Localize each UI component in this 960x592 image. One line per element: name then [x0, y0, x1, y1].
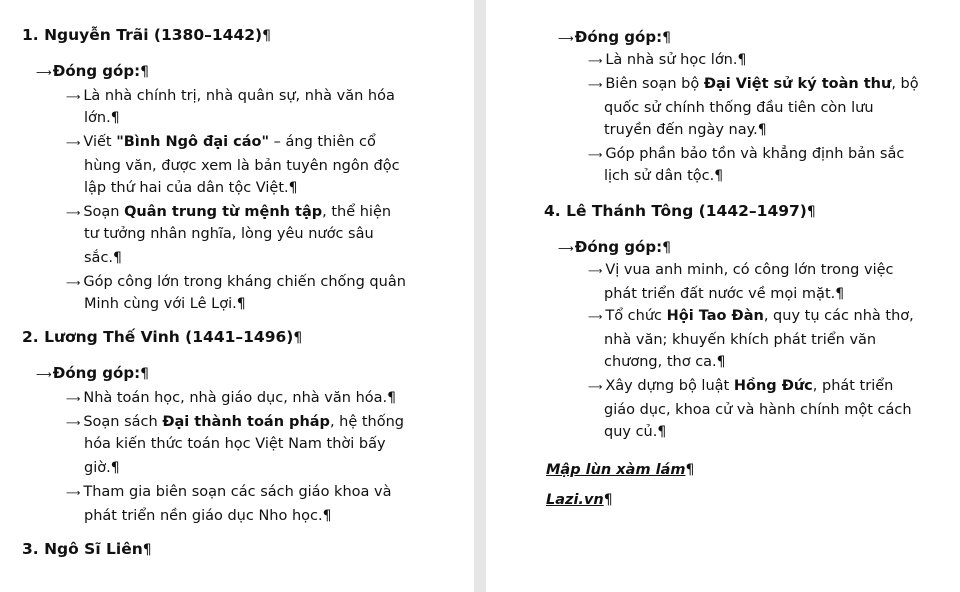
list-item-cont: lớn.¶	[84, 110, 120, 126]
list-item-cont: lịch sử dân tộc.¶	[604, 168, 724, 184]
document-page-right	[486, 0, 960, 592]
list-item: ⟶ Là nhà chính trị, nhà quân sự, nhà văn hóa	[66, 88, 395, 104]
list-item-cont: hùng văn, được xem là bản tuyên ngôn độc	[84, 158, 400, 174]
list-item-cont: giáo dục, khoa cử và hành chính một cách	[604, 402, 912, 418]
list-item: ⟶ Viết "Bình Ngô đại cáo" – áng thiên cổ	[66, 134, 376, 150]
list-item: ⟶ Vị vua anh minh, có công lớn trong việc	[588, 262, 894, 278]
list-item: ⟶ Góp phần bảo tồn và khẳng định bản sắc	[588, 146, 905, 162]
list-item: ⟶ Là nhà sử học lớn.¶	[588, 52, 747, 68]
list-item: ⟶ Tổ chức Hội Tao Đàn, quy tụ các nhà thơ,	[588, 308, 914, 324]
list-item-cont: sắc.¶	[84, 250, 122, 266]
list-item-cont: giờ.¶	[84, 460, 120, 476]
list-item: ⟶ Nhà toán học, nhà giáo dục, nhà văn hóa.¶	[66, 390, 397, 406]
list-item: ⟶ Biên soạn bộ Đại Việt sử ký toàn thư, bộ	[588, 76, 919, 92]
list-item-cont: nhà văn; khuyến khích phát triển văn	[604, 332, 877, 348]
contrib-label: ⟶ Đóng góp:¶	[558, 28, 671, 46]
list-item: ⟶ Góp công lớn trong kháng chiến chống quân	[66, 274, 406, 290]
list-item-cont: phát triển nền giáo dục Nho học.¶	[84, 508, 332, 524]
list-item: ⟶ Soạn Quân trung từ mệnh tập, thể hiện	[66, 204, 392, 220]
section-heading-1: 1. Nguyễn Trãi (1380–1442)¶	[22, 26, 272, 44]
list-item-cont: Minh cùng với Lê Lợi.¶	[84, 296, 246, 312]
list-item: ⟶ Tham gia biên soạn các sách giáo khoa và	[66, 484, 392, 500]
section-heading-4: 4. Lê Thánh Tông (1442–1497)¶	[544, 202, 816, 220]
document-page-left	[0, 0, 474, 592]
page-gap	[474, 0, 486, 592]
list-item-cont: hóa kiến thức toán học Việt Nam thời bấy	[84, 436, 386, 452]
footer-link[interactable]: Lazi.vn¶	[546, 492, 613, 508]
list-item-cont: quốc sử chính thống đầu tiên còn lưu	[604, 100, 874, 116]
section-heading-2: 2. Lương Thế Vinh (1441–1496)¶	[22, 328, 303, 346]
list-item-cont: quy củ.¶	[604, 424, 667, 440]
footer-note: Mập lùn xàm lám¶	[546, 462, 695, 478]
list-item-cont: chương, thơ ca.¶	[604, 354, 726, 370]
section-heading-3: 3. Ngô Sĩ Liên¶	[22, 540, 152, 558]
list-item-cont: lập thứ hai của dân tộc Việt.¶	[84, 180, 298, 196]
contrib-label: ⟶ Đóng góp:¶	[36, 364, 149, 382]
list-item: ⟶ Xây dựng bộ luật Hồng Đức, phát triển	[588, 378, 894, 394]
list-item-cont: phát triển đất nước về mọi mặt.¶	[604, 286, 845, 302]
list-item-cont: tư tưởng nhân nghĩa, lòng yêu nước sâu	[84, 226, 374, 242]
list-item-cont: truyền đến ngày nay.¶	[604, 122, 767, 138]
contrib-label: ⟶ Đóng góp:¶	[558, 238, 671, 256]
list-item: ⟶ Soạn sách Đại thành toán pháp, hệ thống	[66, 414, 405, 430]
contrib-label: ⟶ Đóng góp:¶	[36, 62, 149, 80]
